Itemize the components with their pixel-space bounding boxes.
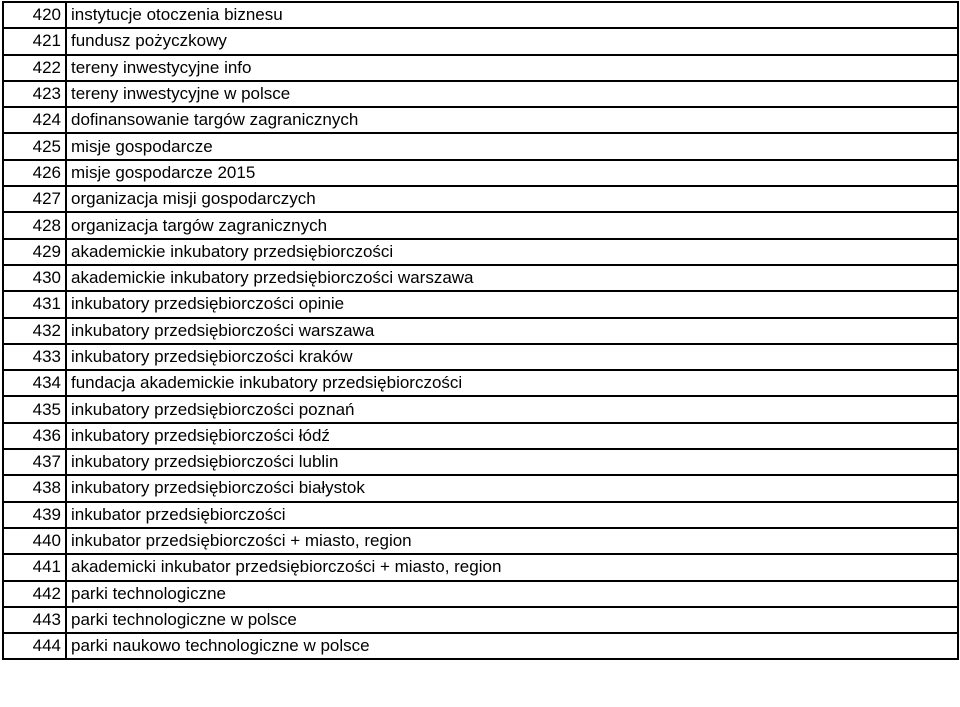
keyword-text: inkubator przedsiębiorczości + miasto, region: [66, 528, 958, 554]
keyword-text: akademickie inkubatory przedsiębiorczości warszawa: [66, 265, 958, 291]
keyword-table-body: [3, 2, 958, 659]
table-row: [3, 607, 958, 633]
row-number: 437: [3, 449, 66, 475]
keyword-text: tereny inwestycyjne w polsce: [66, 81, 958, 107]
table-row: [3, 581, 958, 607]
row-number: 431: [3, 291, 66, 317]
row-number: 443: [3, 607, 66, 633]
keyword-text: inkubatory przedsiębiorczości łódź: [66, 423, 958, 449]
table-row: [3, 186, 958, 212]
keyword-text: tereny inwestycyjne info: [66, 55, 958, 81]
keyword-text: organizacja targów zagranicznych: [66, 212, 958, 238]
keyword-text: fundacja akademickie inkubatory przedsiębiorczości: [66, 370, 958, 396]
keyword-text: inkubatory przedsiębiorczości kraków: [66, 344, 958, 370]
row-number: 444: [3, 633, 66, 659]
keyword-text: inkubator przedsiębiorczości: [66, 502, 958, 528]
row-number: 442: [3, 581, 66, 607]
table-row: [3, 160, 958, 186]
table-row: [3, 396, 958, 422]
keyword-text: inkubatory przedsiębiorczości poznań: [66, 396, 958, 422]
keyword-text: misje gospodarcze: [66, 133, 958, 159]
keyword-text: parki technologiczne: [66, 581, 958, 607]
row-number: 425: [3, 133, 66, 159]
keyword-table: [2, 1, 959, 660]
keyword-text: dofinansowanie targów zagranicznych: [66, 107, 958, 133]
table-row: [3, 28, 958, 54]
row-number: 426: [3, 160, 66, 186]
table-row: [3, 291, 958, 317]
row-number: 424: [3, 107, 66, 133]
row-number: 420: [3, 2, 66, 28]
row-number: 436: [3, 423, 66, 449]
table-row: [3, 449, 958, 475]
table-row: [3, 633, 958, 659]
row-number: 433: [3, 344, 66, 370]
row-number: 432: [3, 318, 66, 344]
keyword-text: inkubatory przedsiębiorczości warszawa: [66, 318, 958, 344]
table-row: [3, 554, 958, 580]
table-row: [3, 2, 958, 28]
row-number: 438: [3, 475, 66, 501]
row-number: 423: [3, 81, 66, 107]
table-row: [3, 502, 958, 528]
keyword-text: organizacja misji gospodarczych: [66, 186, 958, 212]
keyword-text: instytucje otoczenia biznesu: [66, 2, 958, 28]
row-number: 434: [3, 370, 66, 396]
table-row: [3, 528, 958, 554]
table-row: [3, 107, 958, 133]
row-number: 427: [3, 186, 66, 212]
keyword-text: fundusz pożyczkowy: [66, 28, 958, 54]
row-number: 441: [3, 554, 66, 580]
keyword-text: akademicki inkubator przedsiębiorczości + miasto, region: [66, 554, 958, 580]
keyword-text: inkubatory przedsiębiorczości białystok: [66, 475, 958, 501]
table-row: [3, 475, 958, 501]
table-row: [3, 344, 958, 370]
table-row: [3, 265, 958, 291]
table-row: [3, 81, 958, 107]
table-row: [3, 370, 958, 396]
table-row: [3, 212, 958, 238]
table-row: [3, 423, 958, 449]
row-number: 430: [3, 265, 66, 291]
keyword-text: akademickie inkubatory przedsiębiorczości: [66, 239, 958, 265]
table-row: [3, 133, 958, 159]
row-number: 428: [3, 212, 66, 238]
keyword-text: misje gospodarcze 2015: [66, 160, 958, 186]
table-row: [3, 239, 958, 265]
keyword-text: inkubatory przedsiębiorczości lublin: [66, 449, 958, 475]
row-number: 429: [3, 239, 66, 265]
keyword-text: inkubatory przedsiębiorczości opinie: [66, 291, 958, 317]
row-number: 421: [3, 28, 66, 54]
row-number: 440: [3, 528, 66, 554]
row-number: 439: [3, 502, 66, 528]
row-number: 435: [3, 396, 66, 422]
keyword-text: parki technologiczne w polsce: [66, 607, 958, 633]
table-row: [3, 318, 958, 344]
table-row: [3, 55, 958, 81]
row-number: 422: [3, 55, 66, 81]
keyword-text: parki naukowo technologiczne w polsce: [66, 633, 958, 659]
